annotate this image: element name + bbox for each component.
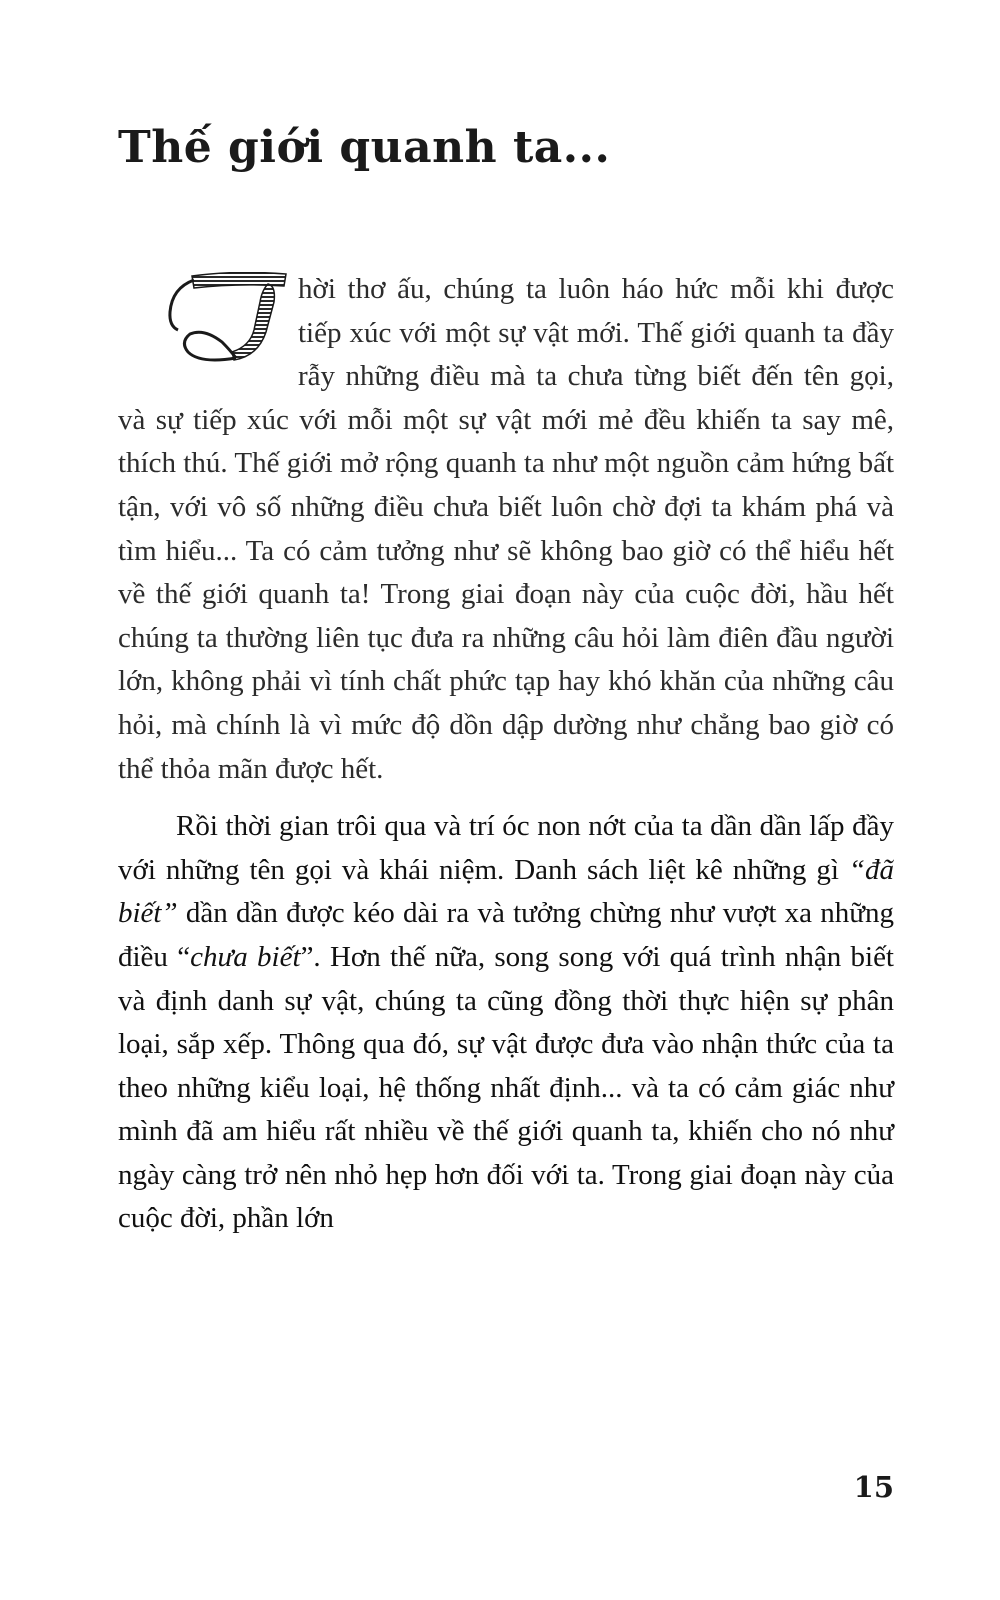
paragraph-2-text-a: Rồi thời gian trôi qua và trí óc non nớt của ta dần dần lấp đầy với những tên gọi và khái niệm. Danh sách liệt kê những gì	[118, 810, 894, 886]
paragraph-2-text-b: dần dần được kéo dài ra và tưởng chừng như vượt xa những điều “	[118, 897, 894, 973]
paragraph-1-text: hời thơ ấu, chúng ta luôn háo hức mỗi khi được tiếp xúc với một sự vật mới. Thế giới quanh ta đầy rẫy những điều mà ta chưa từng biết đến tên gọi, và sự tiếp xúc với mỗi một sự vật mới mẻ đều khiến ta say mê, thích thú. Thế giới mở rộng quanh ta như một nguồn cảm hứng bất tận, với vô số những điều chưa biết luôn chờ đợi ta khám phá và tìm hiểu... Ta có cảm tưởng như sẽ không bao giờ có thể hiểu hết về thế giới quanh ta! Trong giai đoạn này của cuộc đời, hầu hết chúng ta thường liên tục đưa ra những câu hỏi làm điên đầu người lớn, không phải vì tính chất phức tạp hay khó khăn của những câu hỏi, mà chính là vì mức độ dồn dập dường như chẳng bao giờ có thể thỏa mãn được hết.	[118, 273, 894, 785]
paragraph-1	[118, 268, 894, 791]
chapter-title: Thế giới quanh ta...	[118, 122, 611, 173]
body-text	[118, 268, 894, 1241]
page-number: 15	[853, 1470, 894, 1504]
emphasis-chua-biet: chưa biết	[190, 940, 301, 973]
drop-cap-letter	[118, 272, 292, 364]
emphasis-da-biet: “đã biết”	[118, 853, 894, 930]
paragraph-2-text-c: ”. Hơn thế nữa, song song với quá trình nhận biết và định danh sự vật, chúng ta cũng đồng thời thực hiện sự phân loại, sắp xếp. Thông qua đó, sự vật được đưa vào nhận thức của ta theo những kiểu loại, hệ thống nhất định... và ta có cảm giác như mình đã am hiểu rất nhiều về thế giới quanh ta, khiến cho nó như ngày càng trở nên nhỏ hẹp hơn đối với ta. Trong giai đoạn này của cuộc đời, phần lớn	[118, 940, 894, 1235]
paragraph-2	[118, 805, 894, 1241]
